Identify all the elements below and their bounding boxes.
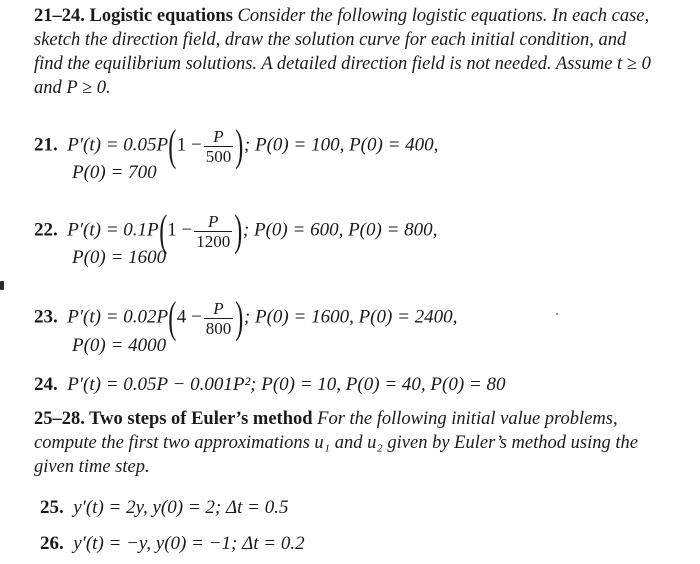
fraction-denominator: 800 [205, 318, 232, 338]
problem-23-line2: P(0) = 4000 [72, 335, 167, 356]
section-instructions: Consider the following logistic equations. In each case, sketch the direction field, draw the solution curve for each initial condition, and find the equilibrium solutions. A detailed direction field is not needed. Assume t ≥ 0 and P ≥ 0. [34, 6, 651, 98]
section-logistic-intro [34, 4, 654, 100]
equation-lhs: P′(t) = 0.02P [67, 306, 169, 328]
paren-content: 1 − [167, 219, 193, 241]
paren-open: ( [158, 206, 167, 255]
paren-content: 4 − [176, 306, 202, 328]
problem-number: 23. [34, 306, 58, 328]
problem-25 [40, 496, 288, 520]
paren-close: ) [235, 121, 244, 170]
stray-dot [556, 313, 558, 315]
problem-equation: y′(t) = −y, y(0) = −1; Δt = 0.2 [73, 533, 305, 554]
fraction-numerator: P [208, 211, 219, 231]
section-heading: 25–28. Two steps of Euler’s method [34, 409, 313, 429]
paren-open: ( [168, 293, 177, 342]
paren-content: 1 − [176, 134, 202, 156]
fraction [204, 127, 234, 166]
problem-equation: P′(t) = 0.05P − 0.001P²; P(0) = 10, P(0) = 40, P(0) = 80 [67, 374, 506, 395]
problem-number: 21. [34, 134, 58, 156]
paren-open: ( [168, 121, 177, 170]
initial-conditions: ; P(0) = 100, P(0) = 400, [243, 134, 439, 156]
fraction-numerator: P [213, 126, 224, 146]
problem-23 [34, 293, 458, 342]
problem-22 [34, 206, 438, 255]
fraction-denominator: 500 [205, 146, 232, 166]
problem-22-line2: P(0) = 1600 [72, 247, 167, 268]
fraction [194, 212, 232, 251]
section-euler-intro [34, 407, 654, 479]
fraction-numerator: P [213, 298, 224, 318]
equation-lhs: P′(t) = 0.05P [67, 134, 169, 156]
initial-conditions: ; P(0) = 600, P(0) = 800, [242, 219, 438, 241]
section-heading: 21–24. Logistic equations [34, 6, 233, 26]
problem-number: 22. [34, 219, 58, 241]
fraction-denominator: 1200 [196, 231, 231, 251]
problem-26 [40, 532, 305, 556]
paren-close: ) [235, 293, 244, 342]
equation-lhs: P′(t) = 0.1P [67, 219, 159, 241]
problem-number: 26. [40, 533, 64, 554]
fraction [204, 299, 234, 338]
problem-24 [34, 373, 505, 397]
problem-number: 25. [40, 497, 64, 518]
paren-close: ) [234, 206, 243, 255]
problem-equation: y′(t) = 2y, y(0) = 2; Δt = 0.5 [73, 497, 289, 518]
section-instructions: For the following initial value problems, compute the first two approximations u₁ and u₂ given by Euler’s method using the given time step. [34, 409, 638, 477]
problem-21-line2: P(0) = 700 [72, 162, 157, 183]
problem-21 [34, 121, 439, 170]
margin-mark [0, 281, 4, 290]
initial-conditions: ; P(0) = 1600, P(0) = 2400, [243, 306, 458, 328]
problem-number: 24. [34, 374, 58, 395]
